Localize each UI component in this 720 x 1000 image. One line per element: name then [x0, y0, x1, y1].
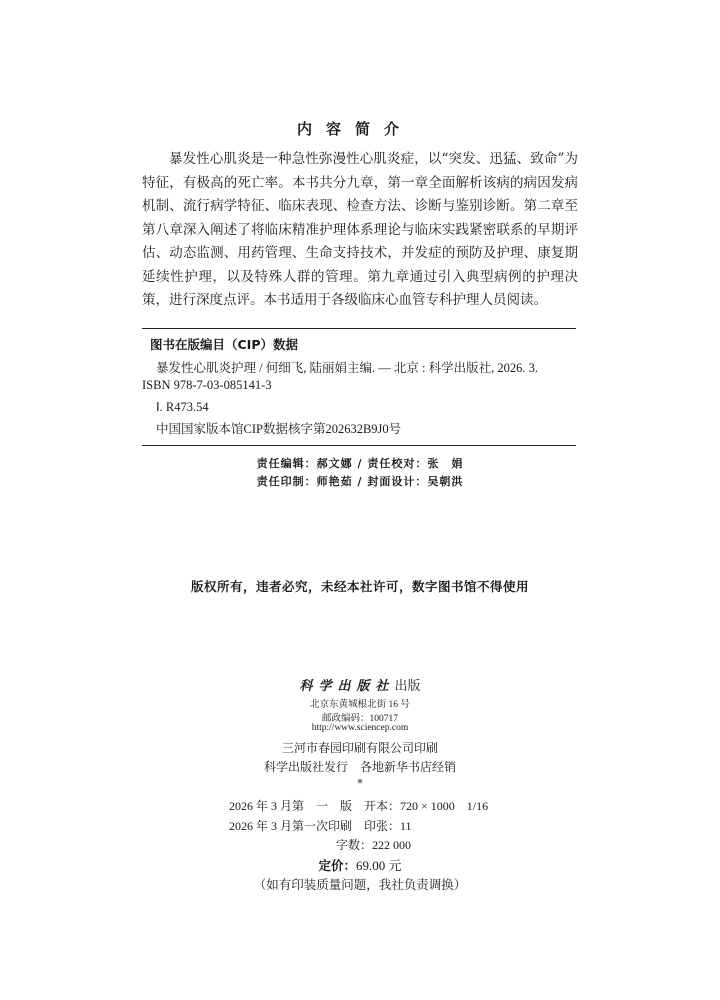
price-value: 69.00 元: [356, 858, 402, 873]
summary-title: 内容简介: [296, 120, 413, 138]
publisher-line: [0, 675, 720, 694]
publisher-postcode: 邮政编码：100717: [321, 714, 398, 724]
publisher-suffix: 出版: [394, 679, 421, 694]
distribution-line: 科学出版社发行 各地新华书店经销: [263, 760, 456, 774]
price-label: 定价：: [318, 858, 356, 873]
publisher-website: http://www.sciencep.com: [311, 723, 409, 733]
cip-bibliographic-line: 暴发性心肌炎护理 / 何细飞, 陆丽娟主编. — 北京 : 科学出版社, 2026. 3.: [156, 361, 538, 375]
credits-production: 责任印制：师艳茹 / 封面设计：吴朝洪: [256, 475, 464, 488]
quality-notice: （如有印装质量问题，我社负责调换）: [253, 877, 467, 892]
credits-editors: 责任编辑：郝文娜 / 责任校对：张 娟: [256, 457, 464, 470]
copyright-notice: 版权所有，违者必究，未经本社许可，数字图书馆不得使用: [190, 579, 529, 594]
price-line: [0, 855, 720, 874]
publisher-address: 北京东黄城根北街 16 号: [310, 700, 410, 710]
cip-record-number: 中国国家版本馆CIP数据核字第202632B9J0号: [156, 422, 402, 436]
publisher-name: 科学出版社: [299, 679, 395, 694]
cip-title: 图书在版编目（CIP）数据: [150, 337, 298, 352]
printer-line: 三河市春园印刷有限公司印刷: [281, 741, 438, 755]
cip-top-rule: [142, 328, 576, 329]
summary-body: 暴发性心肌炎是一种急性弥漫性心肌炎症，以“突发、迅猛、致命”为特征，有极高的死亡率。本书共分九章，第一章全面解析该病的病因发病机制、流行病学特征、临床表现、检查方法、诊断与鉴别诊断。第二章至第八章深入阐述了将临床精准护理体系理论与临床实践紧密联系的早期评估、动态监测、用药管理、生命支持技术，并发症的预防及护理、康复期延续性护理，以及特殊人群的管理。第九章通过引入典型病例的护理决策，进行深度点评。本书适用于各级临床心血管专科护理人员阅读。: [142, 151, 578, 308]
cip-isbn: ISBN 978-7-03-085141-3: [142, 378, 272, 392]
printing-line: 2026 年 3 月第一次印刷 印张：11: [229, 819, 412, 833]
separator-asterisk: *: [357, 777, 363, 790]
edition-line: 2026 年 3 月第 一 版 开本：720 × 1000 1/16: [229, 799, 489, 813]
wordcount-line: 字数：222 000: [336, 838, 412, 852]
cip-bottom-rule: [142, 445, 576, 446]
cip-classification: Ⅰ. R473.54: [156, 400, 209, 414]
